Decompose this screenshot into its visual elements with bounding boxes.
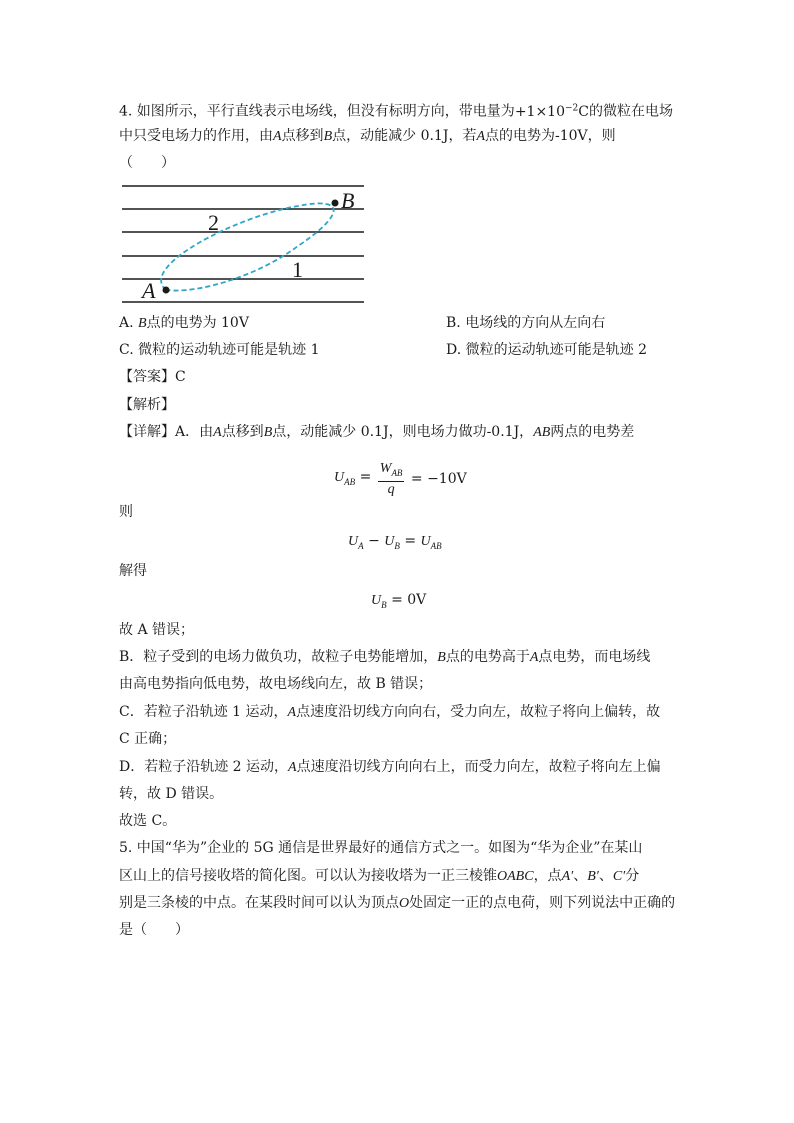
q5-line-3: 别是三条棱的中点。在某段时间可以认为顶点O处固定一正的点电荷，则下列说法中正确的 (119, 895, 676, 911)
field-lines-figure (118, 176, 368, 311)
label-B: B (341, 188, 355, 213)
q4-line-1: 4. 如图所示，平行直线表示电场线，但没有标明方向，带电量为$+1\times 10^{-2}C$的微粒在电场 (119, 103, 673, 120)
conclusion-a: 故 A 错误； (119, 622, 195, 638)
explain-c-line-2: C 正确； (119, 731, 177, 747)
explain-c-line-1: C．若粒子沿轨迹 1 运动，A点速度沿切线方向向右，受力向左，故粒子将向上偏转，故 (119, 704, 661, 720)
detail-line-1: 【详解】A．由A点移到B点，动能减少 0.1J，则电场力做功-0.1J，AB两点的电势差 (119, 424, 635, 440)
analysis-heading: 【解析】 (119, 397, 175, 413)
label-A: A (142, 278, 156, 303)
q5-line-2: 区山上的信号接收塔的简化图。可以认为接收塔为一正三棱锥OABC，点A′、B′、C′分 (119, 868, 640, 884)
label-trajectory-1: 1 (292, 257, 303, 282)
equation-3: $U_B = 0V$ (371, 592, 427, 610)
option-A: A. B点的电势为 10V (119, 315, 249, 331)
label-trajectory-2: 2 (208, 210, 219, 235)
point-B-dot (332, 200, 339, 207)
explain-b-line-1: B．粒子受到的电场力做负功，故粒子电势能增加，B点的电势高于A点电势，而电场线 (119, 649, 651, 665)
q4-bracket: （ ） (119, 155, 175, 171)
q4-line-2: 中只受电场力的作用，由A点移到B点，动能减少 0.1J，若A点的电势为-10V，则 (119, 128, 616, 144)
explain-d-line-1: D．若粒子沿轨迹 2 运动，A点速度沿切线方向向右上，而受力向左，故粒子将向左上偏 (119, 759, 661, 775)
equation-2: $U_A - U_B = U_{AB}$ (348, 533, 442, 551)
trajectory-ellipse (161, 203, 333, 290)
final-choice: 故选 C。 (119, 813, 177, 829)
equation-1: $U_{AB}$ = $W_{AB}$ q = −10V (334, 461, 467, 497)
answer: 【答案】C (119, 369, 186, 385)
q5-line-1: 5. 中国“华为”企业的 5G 通信是世界最好的通信方式之一。如图为“华为企业”在某山 (119, 840, 643, 856)
option-C: C. 微粒的运动轨迹可能是轨迹 1 (119, 342, 320, 358)
then-text: 则 (119, 504, 133, 520)
charge-value: $+1\times 10^{-2}C$ (514, 103, 589, 120)
point-A-dot (163, 287, 170, 294)
option-D: D. 微粒的运动轨迹可能是轨迹 2 (446, 342, 647, 358)
option-B: B. 电场线的方向从左向右 (446, 315, 606, 331)
solve-text: 解得 (119, 563, 147, 579)
explain-b-line-2: 由高电势指向低电势，故电场线向左，故 B 错误； (119, 676, 433, 692)
explain-d-line-2: 转，故 D 错误。 (119, 786, 224, 802)
q5-line-4: 是（ ） (119, 922, 189, 938)
